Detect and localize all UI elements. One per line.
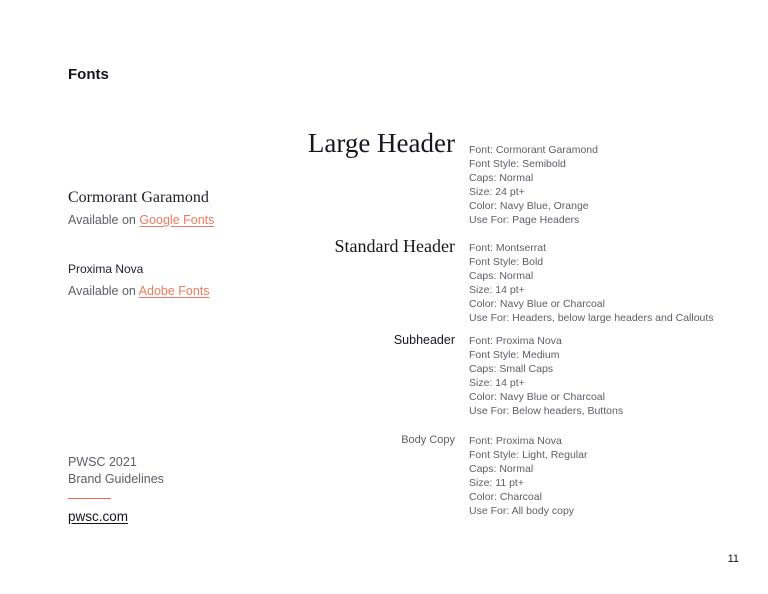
spec-line: Use For: All body copy	[469, 505, 575, 518]
website-link[interactable]: pwsc.com	[68, 509, 129, 524]
spec-line: Color: Navy Blue or Charcoal	[469, 298, 605, 311]
footer-divider	[68, 498, 111, 499]
spec-line: Use For: Page Headers	[469, 214, 580, 227]
spec-line: Size: 11 pt+	[469, 477, 524, 490]
sample-body-copy: Body Copy	[401, 434, 455, 446]
spec-body-copy	[469, 434, 587, 519]
footer-doc-title: Brand Guidelines	[68, 472, 164, 486]
sample-standard-header: Standard Header	[334, 236, 455, 256]
spec-line: Color: Navy Blue, Orange	[469, 200, 589, 213]
spec-line: Caps: Normal	[469, 172, 534, 185]
sample-large-header: Large Header	[307, 128, 455, 158]
spec-line: Font Style: Semibold	[469, 158, 566, 171]
page-title: Fonts	[68, 66, 109, 83]
spec-line: Caps: Normal	[469, 270, 534, 283]
page-number: 11	[727, 553, 739, 565]
spec-line: Size: 14 pt+	[469, 377, 525, 390]
spec-line: Use For: Below headers, Buttons	[469, 405, 624, 418]
availability-prefix: Available on	[68, 213, 140, 227]
spec-line: Size: 24 pt+	[469, 186, 525, 199]
availability-cormorant	[68, 213, 214, 227]
spec-line: Font: Montserrat	[469, 242, 547, 254]
spec-subheader	[469, 334, 623, 419]
spec-line: Font Style: Bold	[469, 256, 544, 269]
spec-line: Font Style: Medium	[469, 349, 560, 362]
spec-line: Caps: Small Caps	[469, 363, 554, 376]
font-name-cormorant: Cormorant Garamond	[68, 189, 209, 206]
spec-large-header	[469, 143, 598, 228]
footer-org: PWSC 2021	[68, 455, 137, 469]
spec-line: Caps: Normal	[469, 463, 534, 476]
spec-line: Size: 14 pt+	[469, 284, 525, 297]
availability-proxima	[68, 284, 210, 298]
spec-line: Color: Charcoal	[469, 491, 542, 504]
spec-line: Use For: Headers, below large headers and Callouts	[469, 312, 714, 325]
google-fonts-link[interactable]: Google Fonts	[139, 213, 215, 227]
spec-standard-header	[469, 241, 714, 326]
spec-line: Font Style: Light, Regular	[469, 449, 588, 462]
spec-line: Font: Proxima Nova	[469, 435, 562, 447]
font-name-proxima: Proxima Nova	[68, 262, 144, 276]
adobe-fonts-link[interactable]: Adobe Fonts	[138, 284, 210, 298]
spec-line: Font: Proxima Nova	[469, 335, 562, 347]
spec-line: Color: Navy Blue or Charcoal	[469, 391, 605, 404]
sample-subheader: Subheader	[393, 333, 455, 347]
availability-prefix: Available on	[68, 284, 139, 298]
spec-line: Font: Cormorant Garamond	[469, 144, 598, 156]
